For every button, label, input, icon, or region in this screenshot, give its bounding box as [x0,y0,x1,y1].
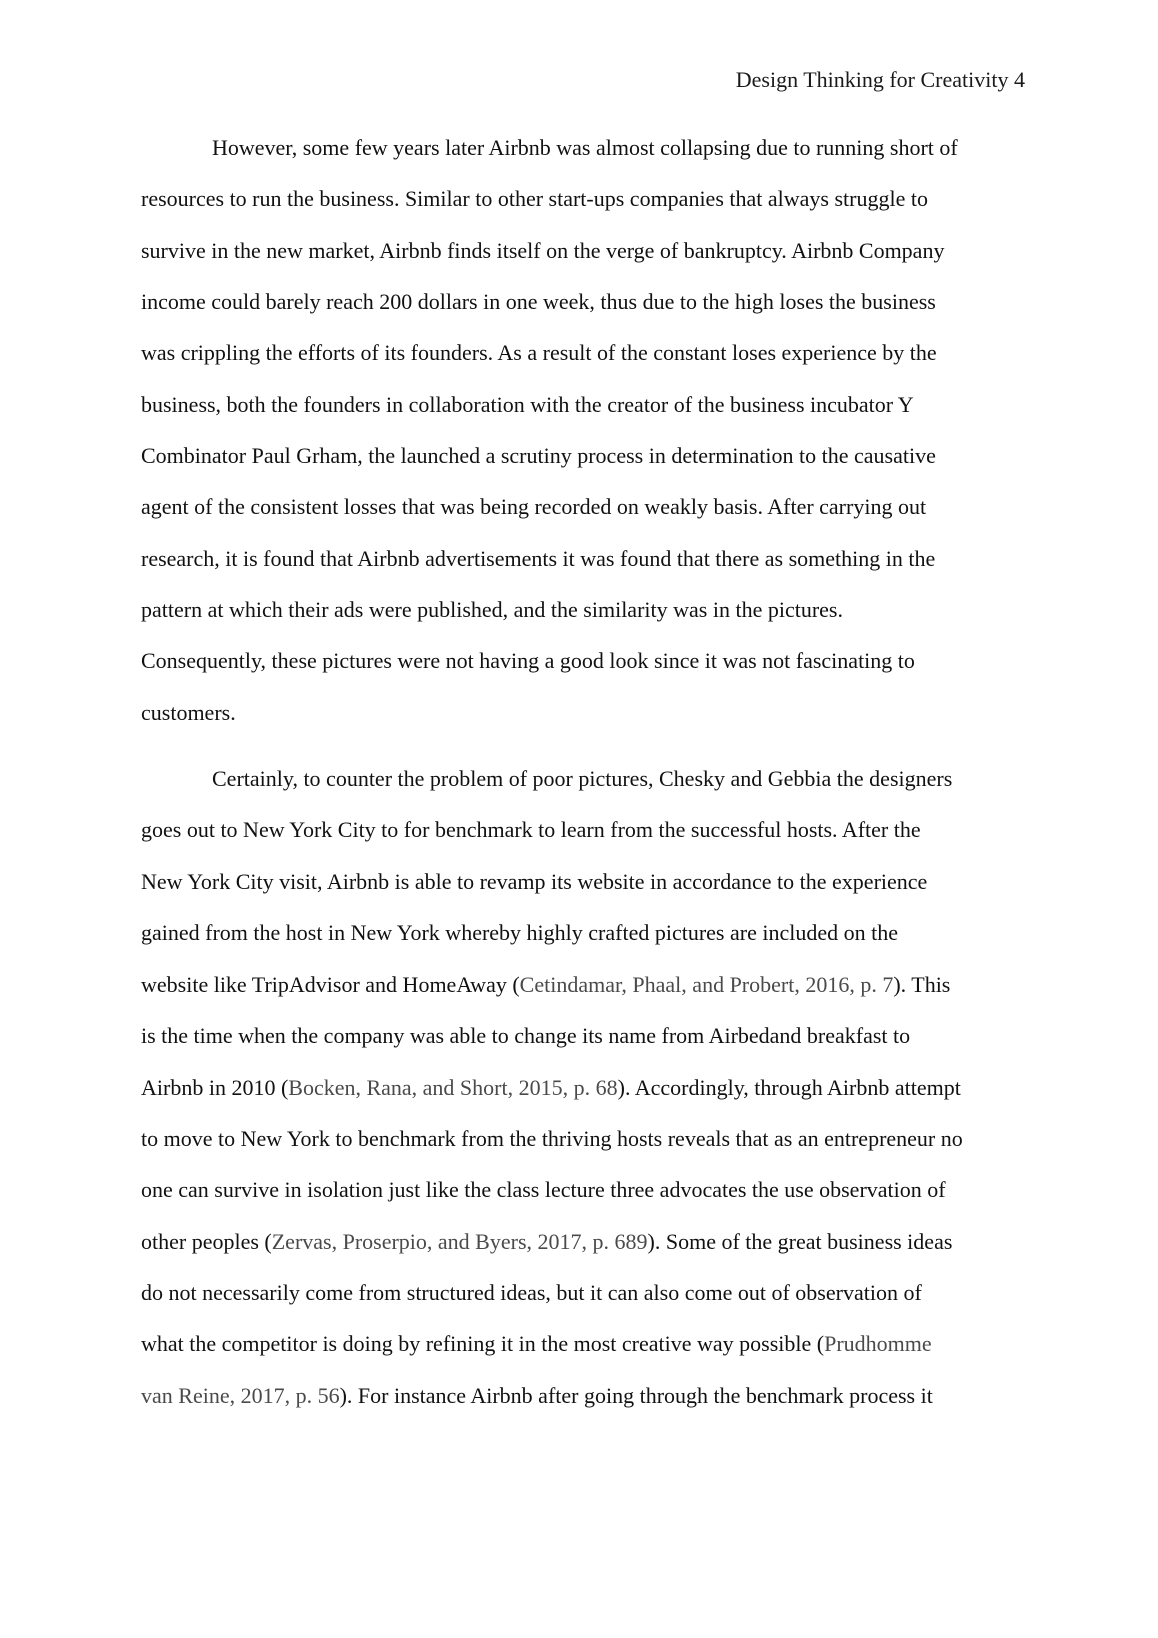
text-line: Certainly, to counter the problem of poor pictures, Chesky and Gebbia the designers [212,766,953,791]
text-line: New York City visit, Airbnb is able to revamp its website in accordance to the experience [141,869,928,894]
text-line: van Reine, 2017, p. 56). For instance Airbnb after going through the benchmark process it [141,1383,933,1408]
citation: Prudhomme [824,1331,932,1356]
text-line: other peoples (Zervas, Proserpio, and Byers, 2017, p. 689). Some of the great business ideas [141,1229,953,1254]
text-line: Consequently, these pictures were not having a good look since it was not fascinating to [141,648,915,673]
text-line: income could barely reach 200 dollars in one week, thus due to the high loses the business [141,289,936,314]
citation: van Reine, 2017, p. 56 [141,1383,340,1408]
text-line: what the competitor is doing by refining it in the most creative way possible (Prudhomme [141,1331,932,1356]
text-line: pattern at which their ads were published, and the similarity was in the pictures. [141,597,843,622]
text-line: survive in the new market, Airbnb finds itself on the verge of bankruptcy. Airbnb Company [141,238,945,263]
text-line: was crippling the efforts of its founders. As a result of the constant loses experience by the [141,340,937,365]
text-line: research, it is found that Airbnb advertisements it was found that there as something in the [141,546,936,571]
text-line: business, both the founders in collaboration with the creator of the business incubator Y [141,392,914,417]
citation: Bocken, Rana, and Short, 2015, p. 68 [288,1075,618,1100]
text-line: customers. [141,700,236,725]
citation: Cetindamar, Phaal, and Probert, 2016, p. 7 [519,972,894,997]
text-line: do not necessarily come from structured ideas, but it can also come out of observation of [141,1280,922,1305]
text-line: to move to New York to benchmark from the thriving hosts reveals that as an entrepreneur no [141,1126,963,1151]
text-line: agent of the consistent losses that was being recorded on weakly basis. After carrying out [141,494,927,519]
text-line: website like TripAdvisor and HomeAway (Cetindamar, Phaal, and Probert, 2016, p. 7). This [141,972,951,997]
text-line: However, some few years later Airbnb was almost collapsing due to running short of [212,135,958,160]
running-head: Design Thinking for Creativity 4 [735,67,1025,92]
text-line: Airbnb in 2010 (Bocken, Rana, and Short, 2015, p. 68). Accordingly, through Airbnb attempt [141,1075,961,1100]
citation: Zervas, Proserpio, and Byers, 2017, p. 689 [271,1229,648,1254]
text-line: one can survive in isolation just like the class lecture three advocates the use observation of [141,1177,946,1202]
text-line: resources to run the business. Similar to other start-ups companies that always struggle to [141,186,928,211]
text-line: is the time when the company was able to change its name from Airbedand breakfast to [141,1023,911,1048]
text-line: gained from the host in New York whereby highly crafted pictures are included on the [141,920,898,945]
text-line: Combinator Paul Grham, the launched a scrutiny process in determination to the causative [141,443,936,468]
text-line: goes out to New York City to for benchmark to learn from the successful hosts. After the [141,817,921,842]
